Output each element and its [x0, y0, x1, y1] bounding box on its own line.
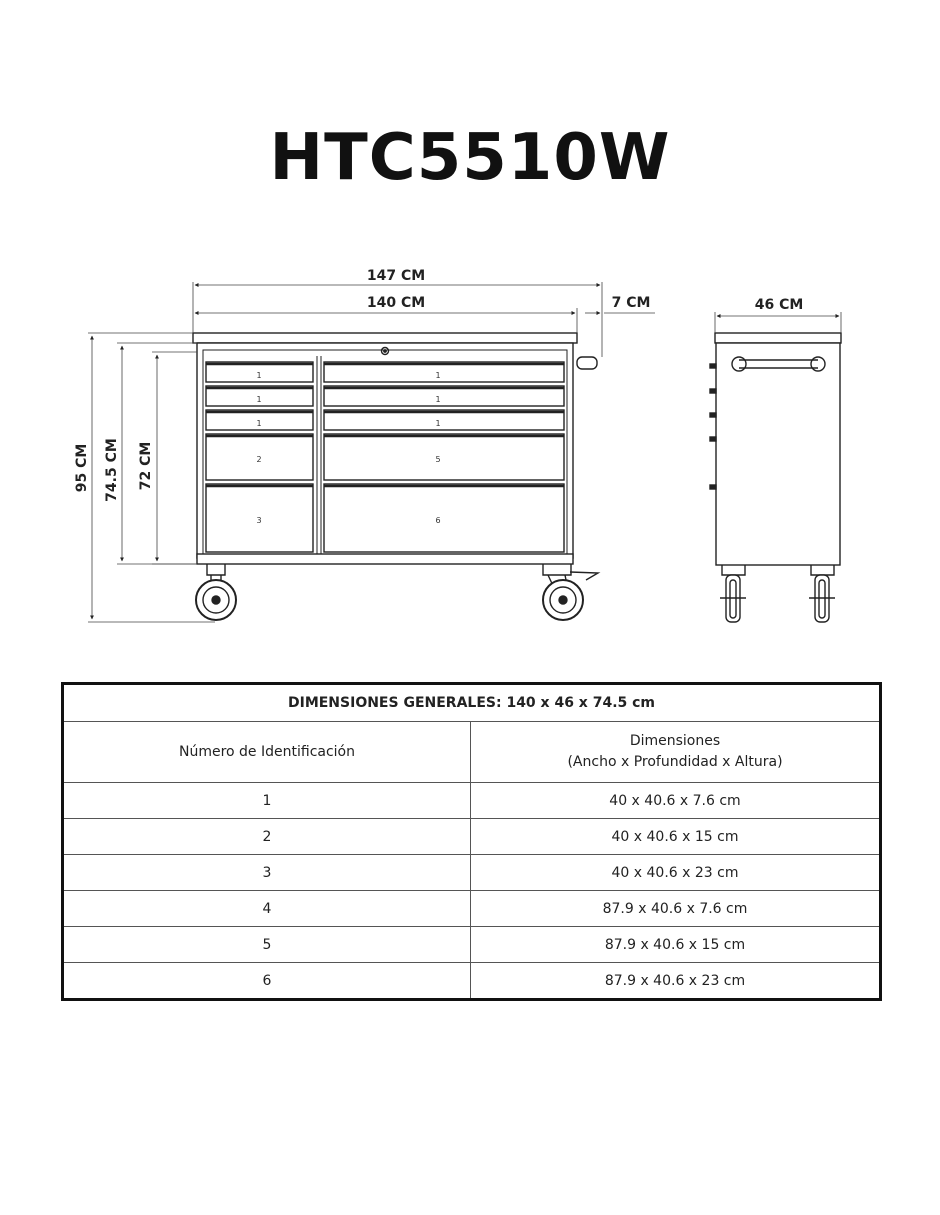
table-row [63, 891, 881, 927]
overall-width-label: 147 CM [366, 268, 426, 284]
drawer-label: 5 [435, 455, 441, 464]
overall-height-label: 95 CM [74, 443, 90, 493]
body-width-label: 140 CM [366, 295, 426, 311]
row-dimensions: 40 x 40.6 x 23 cm [471, 855, 881, 891]
drawer-label: 6 [435, 516, 441, 525]
table-row [63, 855, 881, 891]
row-dimensions: 87.9 x 40.6 x 7.6 cm [471, 891, 881, 927]
technical-drawing [0, 250, 940, 650]
dimensions-table [61, 682, 882, 1001]
depth-label: 46 CM [754, 297, 804, 313]
column-header-id: Número de Identificación [63, 722, 471, 783]
row-dimensions: 87.9 x 40.6 x 15 cm [471, 927, 881, 963]
caster-left [196, 564, 236, 620]
drawer-label: 1 [435, 371, 441, 380]
row-id: 6 [63, 963, 471, 1000]
drawer-label: 1 [256, 395, 262, 404]
row-dimensions: 40 x 40.6 x 15 cm [471, 819, 881, 855]
table-row [63, 963, 881, 1000]
side-view [710, 333, 841, 622]
top-height-label: 74.5 CM [104, 438, 120, 502]
row-dimensions: 87.9 x 40.6 x 23 cm [471, 963, 881, 1000]
caster-right [543, 564, 598, 620]
row-id: 2 [63, 819, 471, 855]
page-title: HTC5510W [269, 121, 671, 195]
drawer-label: 3 [256, 516, 262, 525]
handle-depth-label: 7 CM [611, 295, 651, 311]
table-row [63, 927, 881, 963]
drawer-label: 1 [435, 419, 441, 428]
column-header-dimensions-line2: (Ancho x Profundidad x Altura) [567, 754, 783, 770]
front-view [193, 333, 598, 620]
row-dimensions: 40 x 40.6 x 7.6 cm [471, 783, 881, 819]
drawer-label: 2 [256, 455, 262, 464]
row-id: 4 [63, 891, 471, 927]
table-row [63, 783, 881, 819]
row-id: 3 [63, 855, 471, 891]
body-height-label: 72 CM [138, 441, 154, 491]
row-id: 5 [63, 927, 471, 963]
column-header-dimensions-line1: Dimensiones [629, 733, 721, 749]
table-caption: DIMENSIONES GENERALES: 140 x 46 x 74.5 cm [63, 684, 881, 722]
drawer-label: 1 [435, 395, 441, 404]
drawer-label: 1 [256, 419, 262, 428]
column-header-dimensions [471, 722, 881, 783]
row-id: 1 [63, 783, 471, 819]
table-row [63, 819, 881, 855]
drawer-label: 1 [256, 371, 262, 380]
